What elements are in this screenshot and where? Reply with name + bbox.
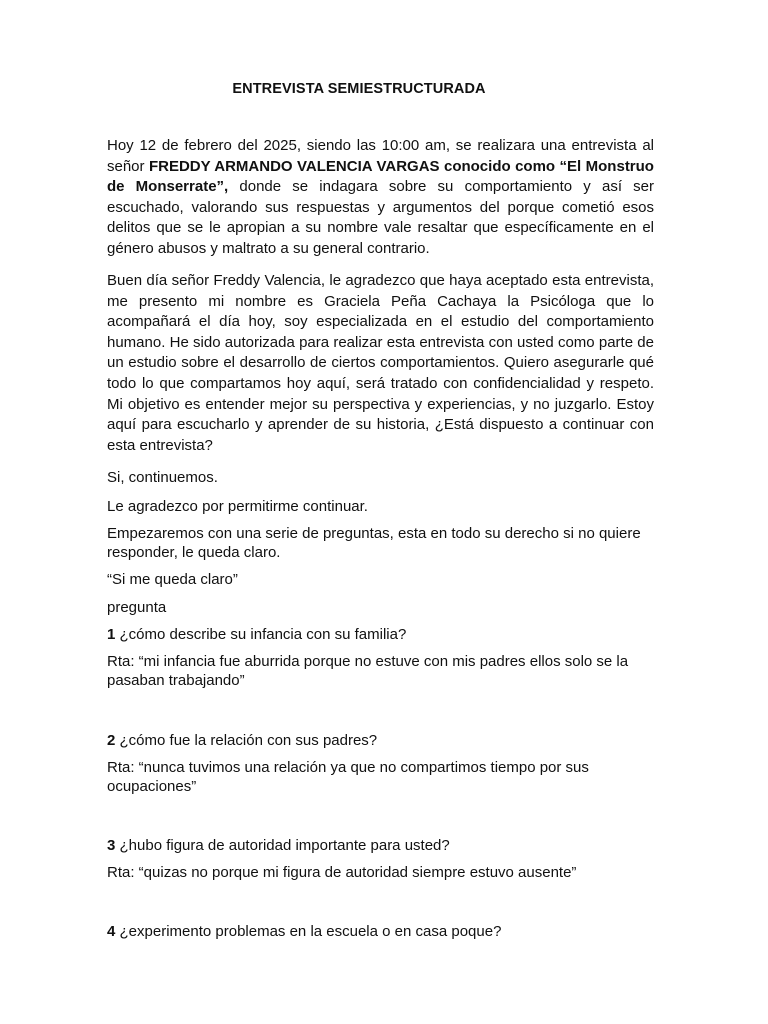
question-text: ¿cómo fue la relación con sus padres? [115, 732, 378, 749]
thanks-line: Le agradezco por permitirme continuar. [107, 498, 368, 515]
reply-continue: Si, continuemos. [107, 469, 218, 486]
question-text: ¿cómo describe su infancia con su familia? [115, 626, 407, 643]
intro-paragraph [107, 136, 654, 260]
document-title: ENTREVISTA SEMIESTRUCTURADA [232, 81, 486, 97]
answer-1: Rta: “mi infancia fue aburrida porque no estuve con mis padres ellos solo se la pasaban trabajando” [107, 653, 629, 689]
intro-subject-name: FREDDY ARMANDO VALENCIA VARGAS conocido como “El Monstruo de Monserrate”, [107, 157, 654, 196]
question-1 [107, 625, 654, 646]
question-4 [107, 922, 654, 943]
answer-2: Rta: “nunca tuvimos una relación ya que no compartimos tiempo por sus ocupaciones” [107, 759, 589, 795]
question-2 [107, 731, 654, 752]
instructions-paragraph: Empezaremos con una serie de preguntas, esta en todo su derecho si no quiere responder, le queda claro. [107, 525, 641, 561]
question-text: ¿experimento problemas en la escuela o en casa poque? [115, 923, 502, 940]
answer-3: Rta: “quizas no porque mi figura de autoridad siempre estuvo ausente” [107, 864, 577, 881]
greeting-paragraph: Buen día señor Freddy Valencia, le agradezco que haya aceptado esta entrevista, me presento mi nombre es Graciela Peña Cachaya la Psicóloga que lo acompañará el día hoy, soy especializada en el estudio del comportamiento humano. He sido autorizada para realizar esta entrevista con usted como parte de un estudio sobre el desarrollo de ciertos comportamientos. Quiero asegurarle qué todo lo que compartamos hoy aquí, será tratado con confidencialidad y respeto. Mi objetivo es entender mejor su perspectiva y experiencias, y no juzgarlo. Estoy aquí para escucharlo y aprender de su historia, ¿Está dispuesto a continuar con esta entrevista? [107, 272, 654, 454]
intro-text-start: Hoy 12 de febrero del 2025, siendo las 10:00 am, se realizara una entrevista al señor [107, 137, 654, 175]
question-number: 3 [107, 837, 116, 854]
section-label: pregunta [107, 599, 167, 616]
question-number: 2 [107, 732, 116, 749]
reply-clear: “Si me queda claro” [107, 571, 238, 588]
intro-text-end: donde se indagara sobre su comportamiento y así ser escuchado, valorando sus respuestas y argumentos del porque cometió esos delitos que se le apropian a su nombre vale resaltar que específicamente en el género abusos y maltrato a su general contrario. [107, 178, 655, 257]
question-number: 4 [107, 923, 116, 940]
question-3 [107, 836, 654, 857]
question-number: 1 [107, 626, 116, 643]
question-text: ¿hubo figura de autoridad importante para usted? [115, 837, 450, 854]
